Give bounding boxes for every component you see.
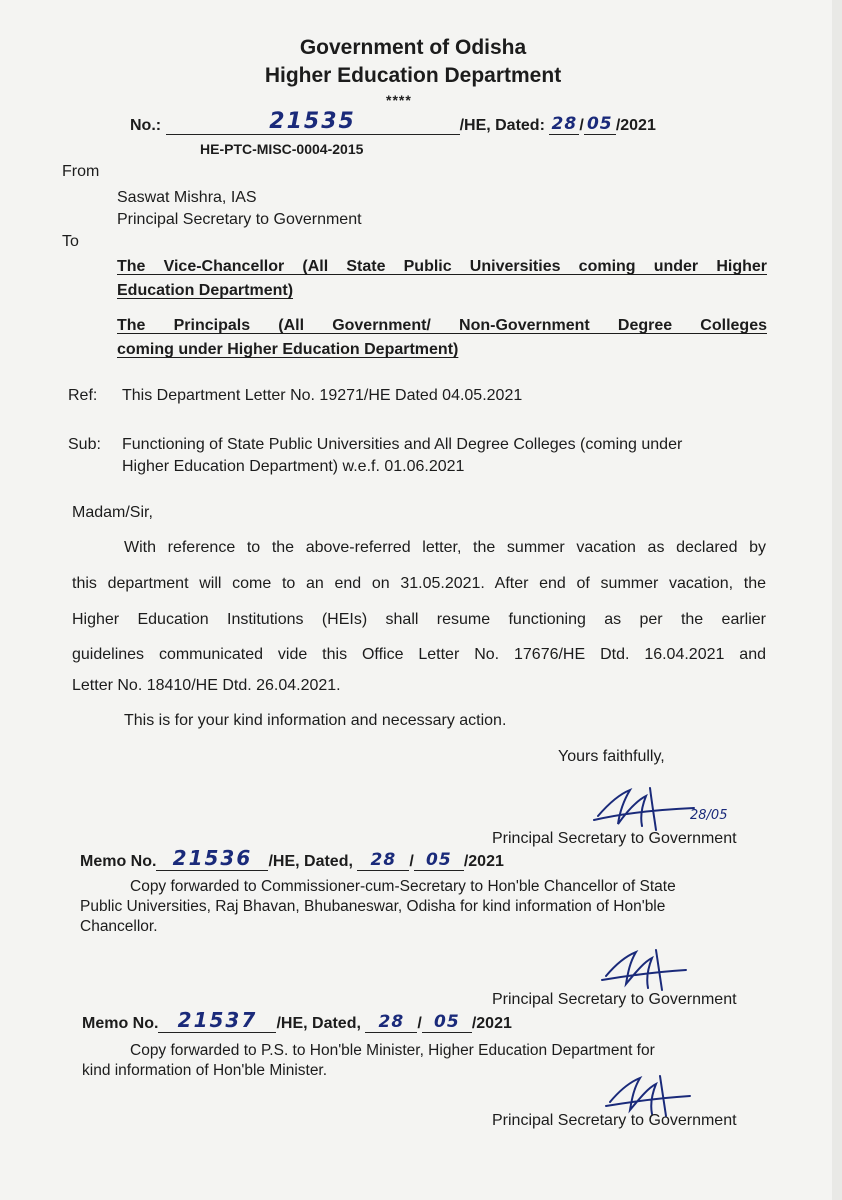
ref-label: Ref: [68, 387, 98, 404]
memo2-signatory: Principal Secretary to Government [492, 1112, 737, 1129]
letter-number-field [166, 109, 460, 135]
memo1-text-line1: Copy forwarded to Commissioner-cum-Secretary to Hon'ble Chancellor of State [130, 878, 676, 895]
recipient-vc-line2: Education Department) [117, 282, 294, 299]
no-label: No.: [130, 117, 162, 134]
sub-line2: Higher Education Department) w.e.f. 01.06.2021 [122, 458, 465, 475]
memo2-number-value: 21537 [177, 1008, 258, 1032]
body-line3: Higher Education Institutions (HEIs) shall resume functioning as per the earlier [72, 611, 766, 628]
memo1-separator: / [409, 853, 414, 870]
memo1-month-value: 05 [425, 850, 452, 870]
memo2-month-value: 05 [433, 1012, 460, 1032]
from-label: From [62, 163, 100, 180]
sub-line1: Functioning of State Public Universities and All Degree Colleges (coming under [122, 436, 683, 453]
memo1-he-dated: /HE, Dated, [268, 853, 353, 870]
memo1-month-field [414, 848, 464, 871]
memo1-label: Memo No. [80, 853, 157, 870]
memo1-text-line3: Chancellor. [80, 918, 158, 935]
date-month-field [584, 112, 616, 135]
signature-date-note: 28/05 [690, 808, 728, 823]
letter-number-line [130, 109, 656, 135]
recipient-vc-line1: The Vice-Chancellor (All State Public Universities coming under Higher [117, 258, 767, 275]
recipient-principals-line2: coming under Higher Education Department) [117, 341, 459, 358]
sender-name: Saswat Mishra, IAS [117, 189, 257, 206]
memo2-number-field [158, 1010, 276, 1033]
body-line1: With reference to the above-referred letter, the summer vacation as declared by [124, 539, 766, 556]
memo2-day-field [365, 1010, 417, 1033]
header-stars: **** [386, 92, 412, 108]
signatory-designation: Principal Secretary to Government [492, 830, 737, 847]
memo2-label: Memo No. [82, 1015, 159, 1032]
body-line5: Letter No. 18410/HE Dtd. 26.04.2021. [72, 677, 341, 694]
memo1-text-line2: Public Universities, Raj Bhavan, Bhubaneswar, Odisha for kind information of Hon'ble [80, 898, 666, 915]
memo2-text-line2: kind information of Hon'ble Minister. [82, 1062, 328, 1079]
body-line2: this department will come to an end on 31.05.2021. After end of summer vacation, the [72, 575, 766, 592]
signature-mark [590, 780, 700, 836]
memo1-year: /2021 [463, 853, 504, 870]
date-year: /2021 [615, 117, 656, 134]
memo2-he-dated: /HE, Dated, [276, 1015, 361, 1032]
memo1-day-value: 28 [370, 850, 397, 870]
memo1-day-field [357, 848, 409, 871]
memo1-line [80, 848, 504, 871]
salutation: Madam/Sir, [72, 504, 153, 521]
to-label: To [62, 233, 79, 250]
memo2-year: /2021 [471, 1015, 512, 1032]
page-edge [832, 0, 842, 1200]
memo1-signature-mark [600, 944, 690, 994]
memo1-number-field [156, 848, 268, 871]
memo2-line [82, 1010, 512, 1033]
date-month-value: 05 [586, 114, 613, 134]
letter-number-value: 21535 [269, 109, 356, 134]
department-heading: Higher Education Department [264, 64, 562, 87]
recipient-principals-line1: The Principals (All Government/ Non-Government Degree Colleges [117, 317, 767, 334]
sender-designation: Principal Secretary to Government [117, 211, 362, 228]
date-day-field [549, 112, 579, 135]
he-dated-label: /HE, Dated: [459, 117, 545, 134]
memo2-separator: / [417, 1015, 422, 1032]
body-line4: guidelines communicated vide this Office Letter No. 17676/HE Dtd. 16.04.2021 and [72, 646, 766, 663]
sub-label: Sub: [68, 436, 101, 453]
date-separator: / [579, 117, 584, 134]
memo2-text-line1: Copy forwarded to P.S. to Hon'ble Minister, Higher Education Department for [130, 1042, 655, 1059]
date-day-value: 28 [551, 114, 578, 134]
ref-text: This Department Letter No. 19271/HE Dated 04.05.2021 [122, 387, 523, 404]
file-number: HE-PTC-MISC-0004-2015 [200, 141, 364, 157]
closing: Yours faithfully, [558, 748, 665, 765]
memo1-number-value: 21536 [172, 846, 253, 870]
government-heading: Government of Odisha [299, 36, 527, 59]
memo2-day-value: 28 [378, 1012, 405, 1032]
memo2-month-field [422, 1010, 472, 1033]
memo1-signatory: Principal Secretary to Government [492, 991, 737, 1008]
body-action-line: This is for your kind information and necessary action. [124, 712, 507, 729]
